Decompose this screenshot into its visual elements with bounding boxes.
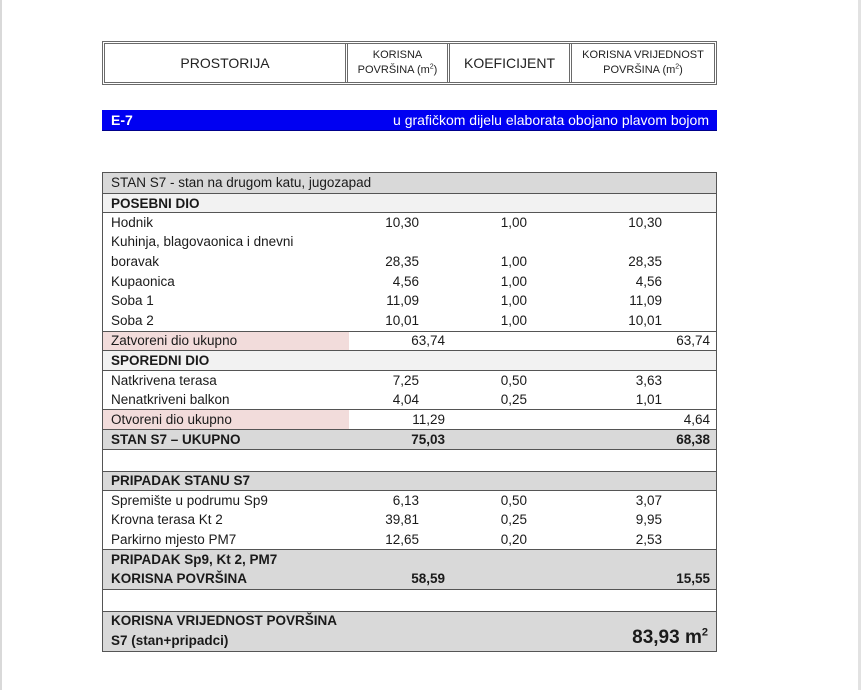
section-header-pripadak: PRIPADAK STANU S7	[103, 471, 716, 491]
grand-total-label-2: S7 (stan+pripadci)	[111, 633, 229, 649]
unit-title-row	[103, 173, 716, 193]
pripadak-total-row-1: PRIPADAK Sp9, Kt 2, PM7	[103, 549, 716, 569]
header-koeficijent: KOEFICIJENT	[450, 44, 572, 82]
grand-total-label-1: KORISNA VRIJEDNOST POVRŠINA	[111, 613, 338, 629]
table-row: Nenatkriveni balkon 4,04 0,25 1,01	[111, 391, 662, 407]
unit-title: STAN S7 - stan na drugom katu, jugozapad	[111, 175, 372, 191]
header-korisna-povrsina: KORISNA POVRŠINA $(m^2)$	[348, 44, 450, 82]
table-row: Natkrivena terasa 7,25 0,50 3,63	[103, 370, 716, 390]
band-note: u grafičkom dijelu elaborata obojano plavom bojom	[393, 112, 709, 128]
unit-code: E-7	[111, 112, 133, 128]
table-row: Krovna terasa Kt 2 39,81 0,25 9,95	[111, 512, 662, 528]
spacer-row	[103, 449, 716, 471]
pripadak-total-row-2: KORISNA POVRŠINA 58,59 15,55	[103, 569, 716, 589]
subtotal-row-otvoreni: Otvoreni dio ukupno 11,29 4,64	[103, 409, 716, 429]
table-row: Kupaonica 4,56 1,00 4,56	[111, 273, 662, 289]
header-prostorija: PROSTORIJA	[105, 44, 348, 82]
subtotal-row-zatvoreni: Zatvoreni dio ukupno 63,74 63,74	[103, 331, 716, 351]
grand-total-value: 83,93 $m^2$	[632, 626, 708, 648]
section-header-posebni: POSEBNI DIO	[103, 193, 716, 213]
table-row: boravak 28,35 1,00 28,35	[111, 254, 662, 270]
table-row: Spremište u podrumu Sp9 6,13 0,50 3,07	[103, 490, 716, 510]
section-header-sporedni: SPOREDNI DIO	[103, 350, 716, 370]
table-row: Parkirno mjesto PM7 12,65 0,20 2,53	[111, 532, 662, 548]
grand-total-row	[103, 611, 716, 651]
unit-total-row: STAN S7 – UKUPNO 75,03 68,38	[103, 429, 716, 449]
unit-code-band	[102, 110, 717, 131]
table-row: Kuhinja, blagovaonica i dnevni	[111, 234, 294, 250]
table-row: Soba 2 10,01 1,00 10,01	[111, 313, 662, 329]
column-header-table	[102, 41, 717, 85]
table-row: Soba 1 11,09 1,00 11,09	[111, 293, 662, 309]
page-edge	[0, 0, 2, 690]
table-row: Hodnik 10,30 1,00 10,30	[103, 212, 716, 232]
spacer-row	[103, 589, 716, 611]
area-table	[102, 172, 717, 652]
header-korisna-vrijednost: KORISNA VRIJEDNOST POVRŠINA $(m^2)$	[582, 49, 704, 76]
